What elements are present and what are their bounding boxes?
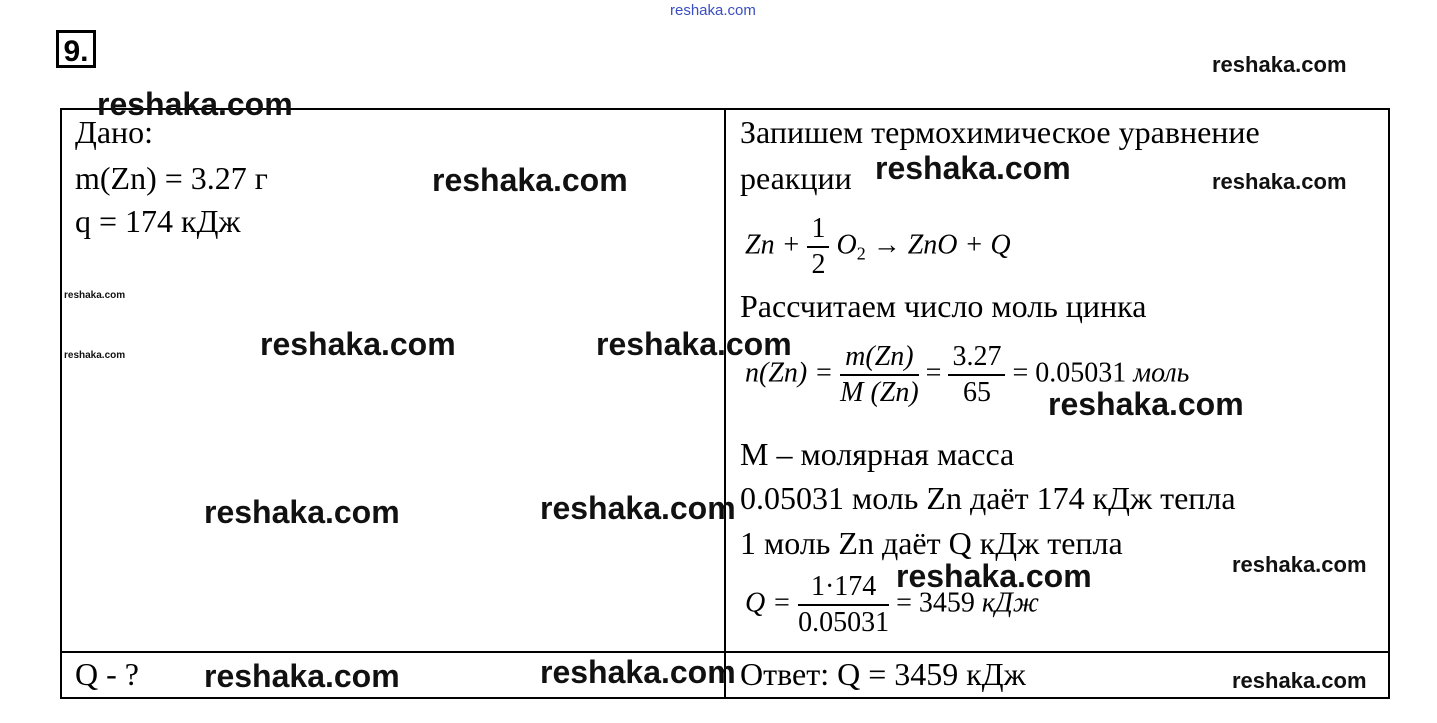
watermark: reshaka.com — [540, 654, 736, 690]
problem-number: 9. — [56, 30, 96, 68]
watermark: reshaka.com — [1212, 52, 1347, 77]
q-denominator: 0.05031 — [798, 607, 890, 638]
watermark: reshaka.com — [204, 658, 400, 694]
molar-mass-note: M – молярная масса — [740, 436, 1015, 472]
given-heat-q: q = 174 кДж — [75, 203, 241, 239]
value-numerator: 3.27 — [948, 340, 1005, 376]
watermark: reshaka.com — [432, 162, 628, 198]
table-left-border — [60, 108, 62, 699]
q-lhs: Q = — [745, 587, 792, 619]
oxygen-subscript: 2 — [856, 243, 866, 264]
q-result: = 3459 — [896, 587, 975, 619]
top-watermark: reshaka.com — [670, 2, 756, 19]
given-title: Дано: — [75, 114, 154, 150]
equation-lhs: Zn + — [745, 229, 801, 261]
moles-lhs: n(Zn) = — [745, 357, 834, 389]
molar-denominator: M (Zn) — [840, 377, 919, 408]
watermark: reshaka.com — [1048, 386, 1244, 422]
find-label: Q - ? — [75, 656, 139, 692]
mass-numerator: m(Zn) — [840, 340, 919, 376]
watermark: reshaka.com — [64, 350, 126, 361]
mass-over-molar-fraction — [840, 340, 919, 410]
q-unit: кДж — [981, 587, 1039, 619]
moles-result: = 0.05031 — [1012, 357, 1127, 389]
solution-intro-line1: Запишем термохимическое уравнение — [740, 114, 1260, 150]
ratio-line2: 1 моль Zn даёт Q кДж тепла — [740, 525, 1123, 561]
watermark: reshaka.com — [875, 150, 1071, 186]
table-column-divider — [724, 108, 726, 699]
given-mass-zn: m(Zn) = 3.27 г — [75, 160, 268, 196]
answer-line: Ответ: Q = 3459 кДж — [740, 656, 1026, 692]
watermark: reshaka.com — [204, 494, 400, 530]
table-right-border — [1388, 108, 1390, 699]
calc-moles-title: Рассчитаем число моль цинка — [740, 288, 1147, 324]
watermark: reshaka.com — [596, 326, 792, 362]
half-denominator: 2 — [811, 249, 826, 280]
equation-rhs: ZnO + Q — [907, 229, 1011, 261]
watermark: reshaka.com — [64, 290, 126, 301]
solution-intro-line2: реакции — [740, 160, 852, 196]
watermark: reshaka.com — [1232, 552, 1367, 577]
reaction-equation — [745, 212, 1011, 282]
watermark: reshaka.com — [97, 86, 293, 122]
half-numerator: 1 — [807, 212, 829, 248]
watermark: reshaka.com — [1212, 169, 1347, 194]
q-fraction — [798, 570, 889, 640]
watermark: reshaka.com — [260, 326, 456, 362]
moles-unit: моль — [1133, 357, 1190, 389]
moles-equals: = — [925, 357, 942, 389]
value-denominator: 65 — [962, 377, 991, 408]
ratio-line1: 0.05031 моль Zn даёт 174 кДж тепла — [740, 480, 1236, 516]
watermark: reshaka.com — [540, 490, 736, 526]
watermark: reshaka.com — [1232, 668, 1367, 693]
half-fraction — [807, 212, 829, 282]
watermark: reshaka.com — [896, 558, 1092, 594]
reaction-arrow: → — [872, 229, 901, 261]
oxygen: O — [836, 229, 857, 261]
q-numerator: 1·174 — [798, 570, 889, 606]
table-row-divider — [60, 651, 1390, 653]
values-fraction — [948, 340, 1005, 410]
